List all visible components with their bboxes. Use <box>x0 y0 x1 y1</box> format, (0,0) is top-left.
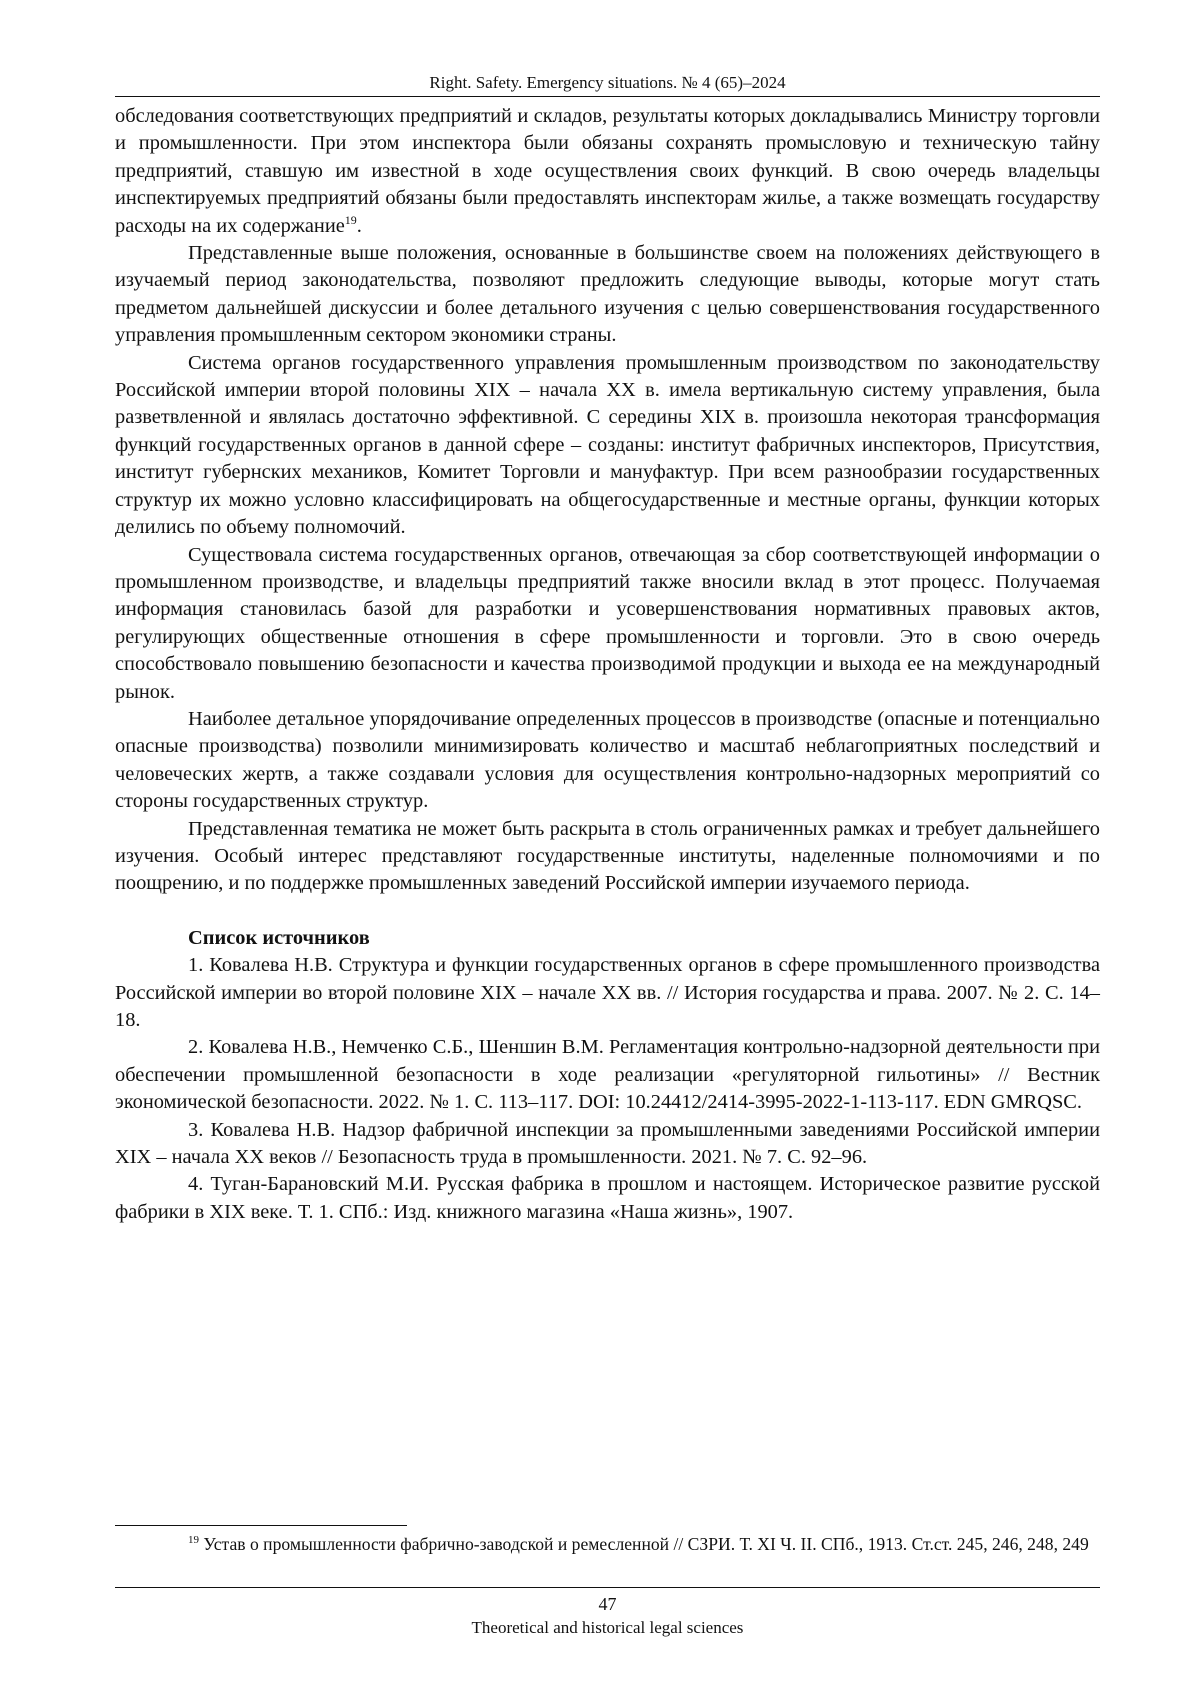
paragraph: Система органов государственного управления промышленным производством по законодательству Российской империи второй половины XIX – начала XX в. имела вертикальную систему управления, была разветвленной и являлась достаточно эффективной. С середины XIX в. произошла некоторая трансформация функций государственных органов в данной сфере – созданы: институт фабричных инспекторов, Присутствия, институт губернских механиков, Комитет Торговли и мануфактур. При всем разнообразии государственных структур их можно условно классифицировать на общегосударственные и местные органы, функции которых делились по объему полномочий. <box>115 351 1100 539</box>
paragraph-end-punctuation: . <box>356 214 362 237</box>
footnote-divider <box>115 1525 407 1526</box>
paragraph: Представленные выше положения, основанные в большинстве своем на положениях действующего в изучаемый период законодательства, позволяют предложить следующие выводы, которые могут стать предметом дальнейшей дискуссии и более детального изучения с целью совершенствования государственного управления промышленным сектором экономики страны. <box>115 242 1100 347</box>
running-header: Right. Safety. Emergency situations. № 4 (65)–2024 <box>115 72 1100 97</box>
running-footer: Theoretical and historical legal sciences <box>471 1618 744 1637</box>
paragraph-text: обследования соответствующих предприятий и складов, результаты которых докладывались Министру торговли и промышленности. При этом инспектора были обязаны сохранять промысловую и техническую тайну предприятий, ставшую им известной в ходе осуществления своих функций. В свою очередь владельцы инспектируемых предприятий обязаны были предоставлять инспекторам жилье, а также возмещать государству расходы на их содержание <box>115 105 1100 237</box>
footer-divider <box>115 1587 1100 1588</box>
footnote-number: 19 <box>188 1534 199 1547</box>
article-body <box>115 103 1100 898</box>
source-item: 1. Ковалева Н.В. Структура и функции государственных органов в сфере промышленного производства Российской империи во второй половине XIX – начале XX вв. // История государства и права. 2007. № 2. С. 14–18. <box>115 954 1100 1031</box>
paragraph: Существовала система государственных органов, отвечающая за сбор соответствующей информации о промышленном производстве, и владельцы предприятий также вносили вклад в этот процесс. Получаемая информация становилась базой для разработки и усовершенствования нормативных правовых актов, регулирующих общественные отношения в сфере промышленности и торговли. Это в свою очередь способствовало повышению безопасности и качества производимой продукции и выхода ее на международный рынок. <box>115 543 1100 703</box>
footnote-reference[interactable]: 19 <box>344 212 357 227</box>
footnote <box>115 1532 1100 1557</box>
paragraph: Наиболее детальное упорядочивание определенных процессов в производстве (опасные и потенциально опасные производства) позволили минимизировать количество и масштаб неблагоприятных последствий и человеческих жертв, а также создавали условия для осуществления контрольно-надзорных мероприятий со стороны государственных структур. <box>115 707 1100 813</box>
source-item: 4. Туган-Барановский М.И. Русская фабрика в прошлом и настоящем. Историческое развитие русской фабрики в XIX веке. Т. 1. СПб.: Изд. книжного магазина «Наша жизнь», 1907. <box>115 1173 1100 1223</box>
paragraph: Представленная тематика не может быть раскрыта в столь ограниченных рамках и требует дальнейшего изучения. Особый интерес представляют государственные институты, наделенные полномочиями и по поощрению, и по поддержке промышленных заведений Российской империи изучаемого периода. <box>115 817 1100 895</box>
source-item: 2. Ковалева Н.В., Немченко С.Б., Шеншин В.М. Регламентация контрольно-надзорной деятельности при обеспечении промышленной безопасности в ходе реализации «регуляторной гильотины» // Вестник экономической безопасности. 2022. № 1. С. 113–117. DOI: 10.24412/2414-3995-2022-1-113-117. EDN GMRQSC. <box>115 1036 1100 1114</box>
page-number: 47 <box>598 1594 617 1614</box>
sources-title: Список источников <box>188 926 370 949</box>
source-item: 3. Ковалева Н.В. Надзор фабричной инспекции за промышленными заведениями Российской империи XIX – начала XX веков // Безопасность труда в промышленности. 2021. № 7. С. 92–96. <box>115 1118 1100 1169</box>
sources-list <box>115 952 1100 1226</box>
page <box>115 0 1100 1697</box>
footnote-text: Устав о промышленности фабрично-заводской и ремесленной // СЗРИ. Т. XI Ч. II. СПб., 1913. Ст.ст. 245, 246, 248, 249 <box>199 1534 1089 1554</box>
sources-section <box>115 925 1100 1226</box>
paragraph-continuation <box>115 103 1100 240</box>
